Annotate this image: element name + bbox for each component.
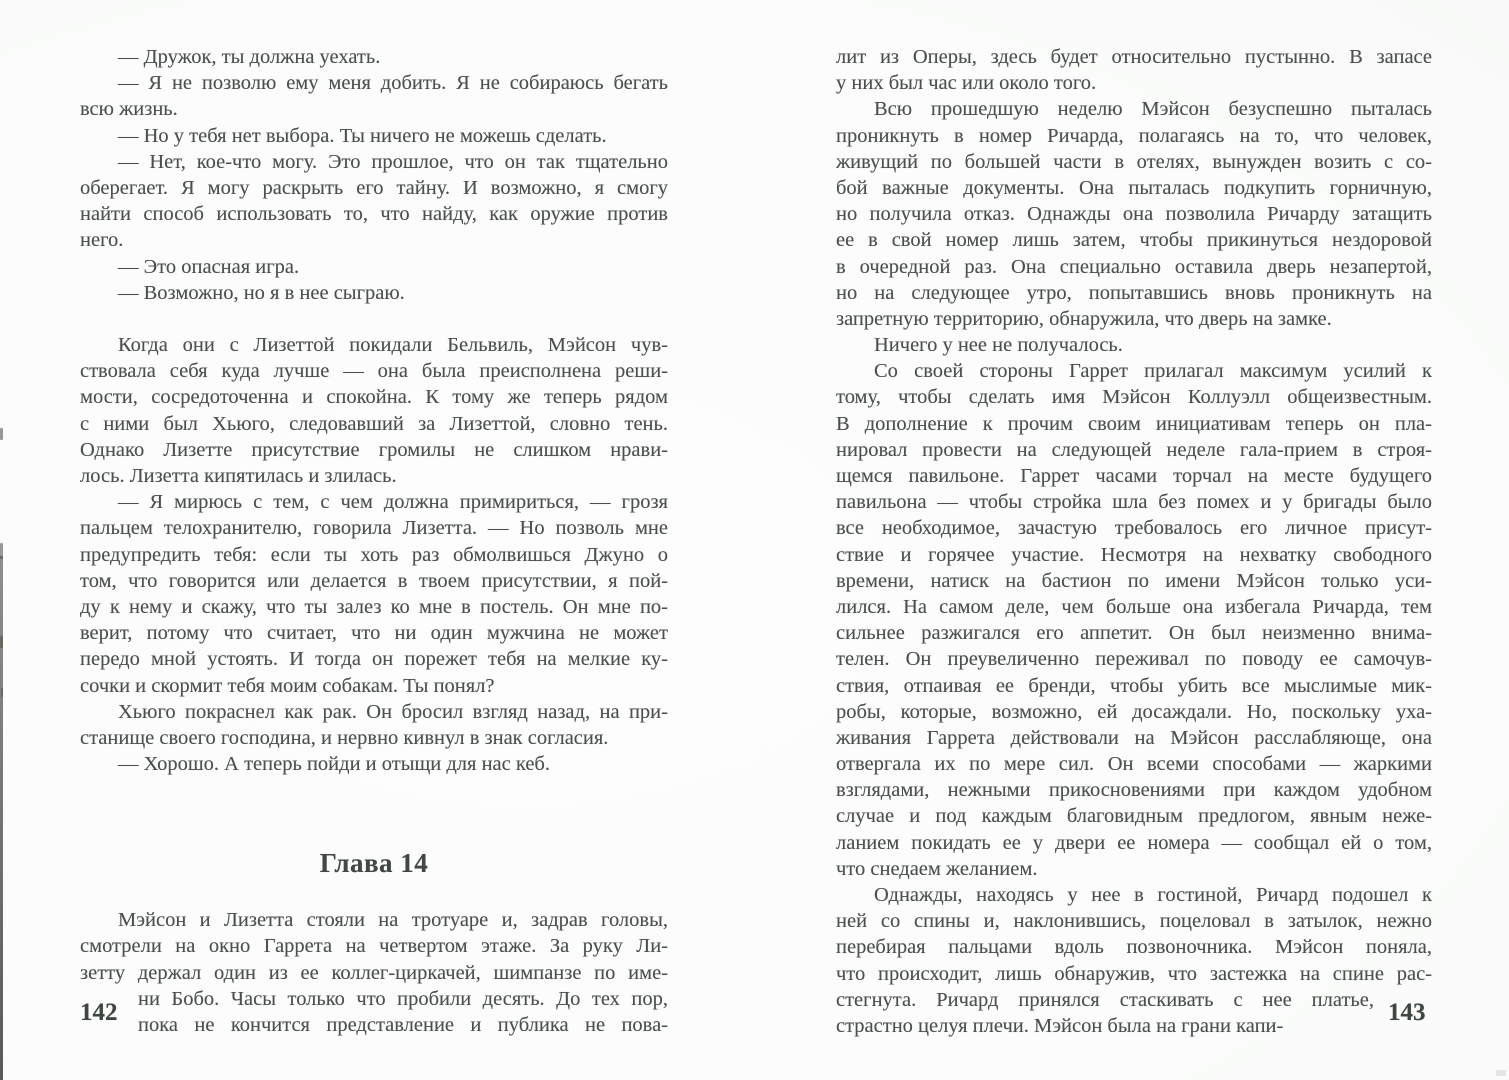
scan-speck <box>0 428 3 440</box>
text-line: Всю прошедшую неделю Мэйсон безуспешно пыталась <box>874 98 1432 121</box>
page-number-right: 143 <box>1388 999 1426 1026</box>
text-line: сильнее разжигался его аппетит. Он был неизменно внима- <box>836 622 1432 645</box>
text-line: — Я мирюсь с тем, с чем должна примириться, — грозя <box>118 491 668 514</box>
text-line: живания Гаррета действовали на Мэйсон расслабляюще, она <box>836 726 1432 749</box>
text-line: всю жизнь. <box>80 98 178 121</box>
right-page-text-column <box>836 44 1432 1039</box>
scan-speck <box>1496 1070 1506 1076</box>
text-line: перебирая пальцами вдоль позвоночника. Мэйсон поняла, <box>836 936 1432 959</box>
text-line: Однако Лизетте присутствие громилы не слишком нрави- <box>80 438 668 461</box>
text-line: ствия, отпаивая ее бренди, чтобы убить все мыслимые мик- <box>836 674 1432 697</box>
text-line: Когда они с Лизеттой покидали Бельвиль, Мэйсон чув- <box>118 334 668 357</box>
text-line: у них был час или около того. <box>836 72 1097 95</box>
text-line: Мэйсон и Лизетта стояли на тротуаре и, задрав головы, <box>118 909 668 932</box>
text-line: лось. Лизетта кипятилась и злилась. <box>80 465 397 487</box>
text-line: зетту держал один из ее коллег-циркачей, шимпанзе по име- <box>80 961 668 984</box>
text-line: Однажды, находясь у нее в гостиной, Ричард подошел к <box>874 884 1432 906</box>
text-line: ни Бобо. Часы только что пробили десять. До тех пор, <box>138 987 668 1010</box>
text-line: проникнуть в номер Ричарда, полагаясь на то, что человек, <box>836 124 1432 147</box>
text-line: ней со спины и, наклонившись, поцеловал в затылок, нежно <box>836 910 1432 933</box>
page-number-left: 142 <box>80 999 118 1026</box>
text-line: павильона — чтобы стройка шла без помех и у бригады было <box>836 491 1432 514</box>
text-line: запретную территорию, обнаружила, что дверь на замке. <box>836 307 1332 330</box>
text-line: щемся павильоне. Гаррет часами торчал на месте будущего <box>836 465 1432 487</box>
text-line: В дополнение к прочим своим инициативам теперь он пла- <box>836 412 1432 435</box>
text-line: лился. На самом деле, чем больше она избегала Ричарда, тем <box>836 595 1432 618</box>
text-line: том, что говорится или делается в твоем присутствии, я пой- <box>80 569 668 592</box>
text-line: ду к нему и скажу, что ты залез ко мне в постель. Он мне по- <box>80 595 668 618</box>
text-line: тому, чтобы сделать имя Мэйсон Коллуэлл общеизвестным. <box>836 386 1432 409</box>
line-gap <box>80 306 668 332</box>
text-line: бой важные документы. Она пыталась подкупить горничную, <box>836 176 1432 199</box>
text-line: — Я не позволю ему меня добить. Я не собираюсь бегать <box>118 72 668 95</box>
text-line: него. <box>80 229 124 252</box>
text-line: смотрели на окно Гаррета на четвертом этаже. За руку Ли- <box>80 935 668 958</box>
text-line: в очередной раз. Она специально оставила дверь незапертой, <box>836 255 1432 278</box>
text-line: стегнута. Ричард принялся стаскивать с нее платье, <box>836 988 1374 1011</box>
text-line: пальцем телохранителю, говорила Лизетта. — Но позволь мне <box>80 517 668 540</box>
text-line: но получила отказ. Однажды она позволила Ричарду затащить <box>836 203 1432 226</box>
text-line: пока не кончится представление и публика не пова- <box>138 1014 668 1036</box>
text-line: Со своей стороны Гаррет прилагал максимум усилий к <box>874 360 1432 383</box>
text-line: — Это опасная игра. <box>118 255 300 278</box>
text-line: сочки и скормит тебя моим собакам. Ты понял? <box>80 674 495 697</box>
text-line: ее в свой номер лишь затем, чтобы прикинуться нездоровой <box>836 229 1432 252</box>
text-line: все необходимое, зачастую требовалось его личное присут- <box>836 517 1432 540</box>
scan-edge-artifact <box>0 556 3 1080</box>
text-line: мости, сосредоточенна и спокойна. К тому же теперь рядом <box>80 386 668 409</box>
text-line: робы, которые, возможно, ей досаждали. Но, поскольку уха- <box>836 700 1432 723</box>
text-line: времени, натиск на бастион по имени Мэйсон только уси- <box>836 569 1432 592</box>
text-line: живущий по большей части в отелях, вынужден возить с со- <box>836 150 1432 173</box>
scan-speck <box>0 543 3 559</box>
text-line: Ничего у нее не получалось. <box>874 334 1123 357</box>
text-line: взглядами, нежными прикосновениями при каждом удобном <box>836 779 1432 802</box>
text-line: станище своего господина, и нервно кивнул в знак согласия. <box>80 726 609 749</box>
left-page-text-column <box>80 44 668 1038</box>
text-line: случае и под каждым благовидным предлогом, явным неже- <box>836 805 1432 828</box>
text-line: телен. Он преувеличенно переживал по поводу ее самочув- <box>836 648 1432 671</box>
text-line: Хьюго покраснел как рак. Он бросил взгляд назад, на при- <box>118 700 668 723</box>
text-line: но на следующее утро, попытавшись вновь проникнуть на <box>836 281 1432 304</box>
text-line: найти способ использовать то, что найду, как оружие против <box>80 203 668 226</box>
scan-speck <box>1 688 3 697</box>
text-line: ствие и горячее участие. Несмотря на нехватку свободного <box>836 543 1432 566</box>
text-line: — Возможно, но я в нее сыграю. <box>118 281 405 304</box>
text-line: — Нет, кое-что могу. Это прошлое, что он так тщательно <box>118 150 668 173</box>
chapter-heading: Глава 14 <box>319 848 429 879</box>
text-line: что происходит, лишь обнаружив, что застежка на спине рас- <box>836 962 1432 985</box>
text-line: нировал провести на следующей неделе гала-прием в строя- <box>836 438 1432 461</box>
text-line: — Хорошо. А теперь пойди и отыщи для нас кеб. <box>118 753 550 776</box>
text-line: ствовала себя куда лучше — она была преисполнена реши- <box>80 360 668 383</box>
text-line: верит, потому что считает, что ни один мужчина не может <box>80 622 668 645</box>
text-line: с ними был Хьюго, следовавший за Лизеттой, словно тень. <box>80 412 668 435</box>
text-line: — Дружок, ты должна уехать. <box>118 46 381 68</box>
text-line: страстно целуя плечи. Мэйсон была на грани капи- <box>836 1014 1284 1037</box>
text-line: ланием покидать ее у двери ее номера — сообщал ей о том, <box>836 831 1432 854</box>
scan-speck <box>0 636 3 648</box>
text-line: лит из Оперы, здесь будет относительно пустынно. В запасе <box>836 46 1432 68</box>
text-line: отвергала их по мере сил. Он всеми способами — жаркими <box>836 753 1432 776</box>
text-line: передо мной устоять. И тогда он порежет тебя на мелкие ку- <box>80 648 668 671</box>
text-line: — Но у тебя нет выбора. Ты ничего не можешь сделать. <box>118 124 607 147</box>
text-line: что снедаем желанием. <box>836 857 1038 880</box>
text-line: предупредить тебя: если ты хоть раз обмолвишься Джуно о <box>80 543 668 566</box>
text-line: оберегает. Я могу раскрыть его тайну. И возможно, я смогу <box>80 176 668 199</box>
